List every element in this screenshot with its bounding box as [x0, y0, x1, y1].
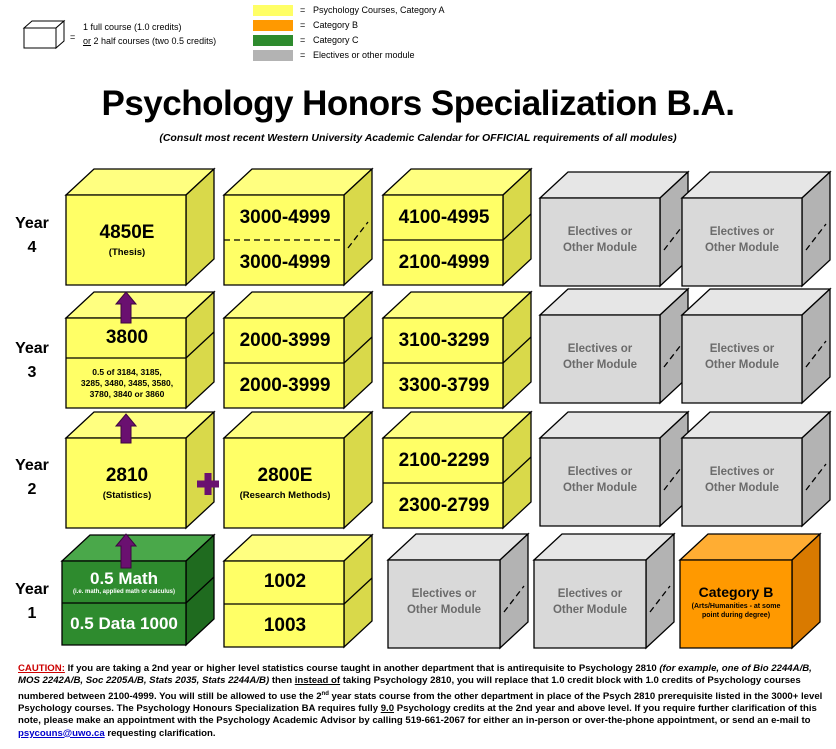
cube-y2-col3-bottom: 2300-2799 [398, 494, 490, 516]
cube-y2-col3-top: 2100-2299 [398, 449, 490, 471]
legend-equals-a: = [300, 5, 306, 15]
page-title: Psychology Honors Specialization B.A. [101, 84, 735, 123]
cube-y4-col4-electives: Electives or Other Module [562, 226, 638, 254]
cube-y4-col3-bottom: 2100-4999 [398, 251, 490, 273]
caution-label: CAUTION: [18, 663, 65, 674]
cube-y1-col4-electives: Electives or Other Module [552, 588, 628, 616]
legend-cube-line1: 1 full course (1.0 credits) [83, 22, 182, 32]
cube-y3-col3-top: 3100-3299 [398, 329, 490, 351]
cube-y2-col4-electives: Electives or Other Module [562, 466, 638, 494]
legend-label-electives: Electives or other module [313, 50, 415, 60]
cube-y1-col2-bottom: 1003 [263, 615, 307, 636]
cube-y3-col2-bottom: 2000-3999 [239, 374, 331, 396]
legend-label-category-c: Category C [313, 35, 359, 45]
cube-y4-col3-top: 4100-4995 [398, 206, 490, 228]
legend-equals-c: = [300, 35, 306, 45]
legend-label-category-b: Category B [313, 20, 359, 30]
email-link[interactable]: psycouns@uwo.ca [18, 727, 105, 739]
cube-y3-col2-top: 2000-3999 [239, 329, 331, 351]
year-label-4: Year 4 [15, 215, 49, 256]
caution-note: CAUTION: If you are taking a 2nd year or higher level statistics course taught in another department that is antirequisite to Psychology 2810 (for example, one of Bio 2244A/B, MOS 2242A/B, Soc 2205A/B, Stats 2035, Stats 2244A/B) then instead of taking Psychology 2810, you will replace that 1.0 credit block with 1.0 credits of Psychology courses numbered between 2100-4999. You will still be allowed to use the 2nd year stats course from the other department in place of the Psych 2810 prerequisite listed in the 3000+ level Psychology courses. The Psychology Honours Specialization BA requires fully 9.0 Psychology credits at the 2nd year and above level. If you require further clarification of this note, please make an appointment with the Psychology Academic Advisor by calling 519-661-2067 for either an in-person or over-the-phone appointment, or send an e-mail to psycouns@uwo.ca requesting clarification. [18, 663, 823, 739]
cube-y1-col2-top: 1002 [263, 571, 307, 592]
legend-equals-electives: = [300, 50, 306, 60]
cube-y3-col1-bottom: 0.5 of 3184, 3185, 3285, 3480, 3485, 3580, 3780, 3840 or 3860 [80, 366, 174, 399]
cube-y4-col2-top: 3000-4999 [239, 206, 331, 228]
legend-equals: = [70, 32, 76, 42]
cube-y2-col5-electives: Electives or Other Module [704, 466, 780, 494]
cube-y1-math-label: 0.5 Math (i.e. math, applied math or calculus) [72, 569, 176, 595]
cube-y3-col3-bottom: 3300-3799 [398, 374, 490, 396]
cube-y2-statistics-label: 2810 (Statistics) [102, 465, 152, 501]
legend-label-category-a: Psychology Courses, Category A [313, 5, 445, 15]
cube-y1-col3-electives: Electives or Other Module [406, 588, 482, 616]
cube-y4-col5-electives: Electives or Other Module [704, 226, 780, 254]
cube-y4-thesis-label: 4850E (Thesis) [99, 222, 155, 258]
cube-y3-col1-top: 3800 [105, 327, 149, 348]
page-subtitle: (Consult most recent Western University Academic Calendar for OFFICIAL requirements of all modules) [159, 132, 677, 144]
year-label-2: Year 2 [15, 457, 49, 498]
cube-y1-data-label: 0.5 Data 1000 [70, 614, 178, 633]
year-label-1: Year 1 [15, 581, 49, 622]
cube-y3-col5-electives: Electives or Other Module [704, 343, 780, 371]
legend-cube-line2: or 2 half courses (two 0.5 credits) [83, 36, 217, 46]
cube-y2-research-methods-label: 2800E (Research Methods) [239, 465, 331, 501]
cube-y1-category-b-label: Category B (Arts/Humanities - at some point during degree) [691, 584, 781, 619]
legend-equals-b: = [300, 20, 306, 30]
year-label-3: Year 3 [15, 340, 49, 381]
cube-y3-col4-electives: Electives or Other Module [562, 343, 638, 371]
cube-y4-col2-bottom: 3000-4999 [239, 251, 331, 273]
